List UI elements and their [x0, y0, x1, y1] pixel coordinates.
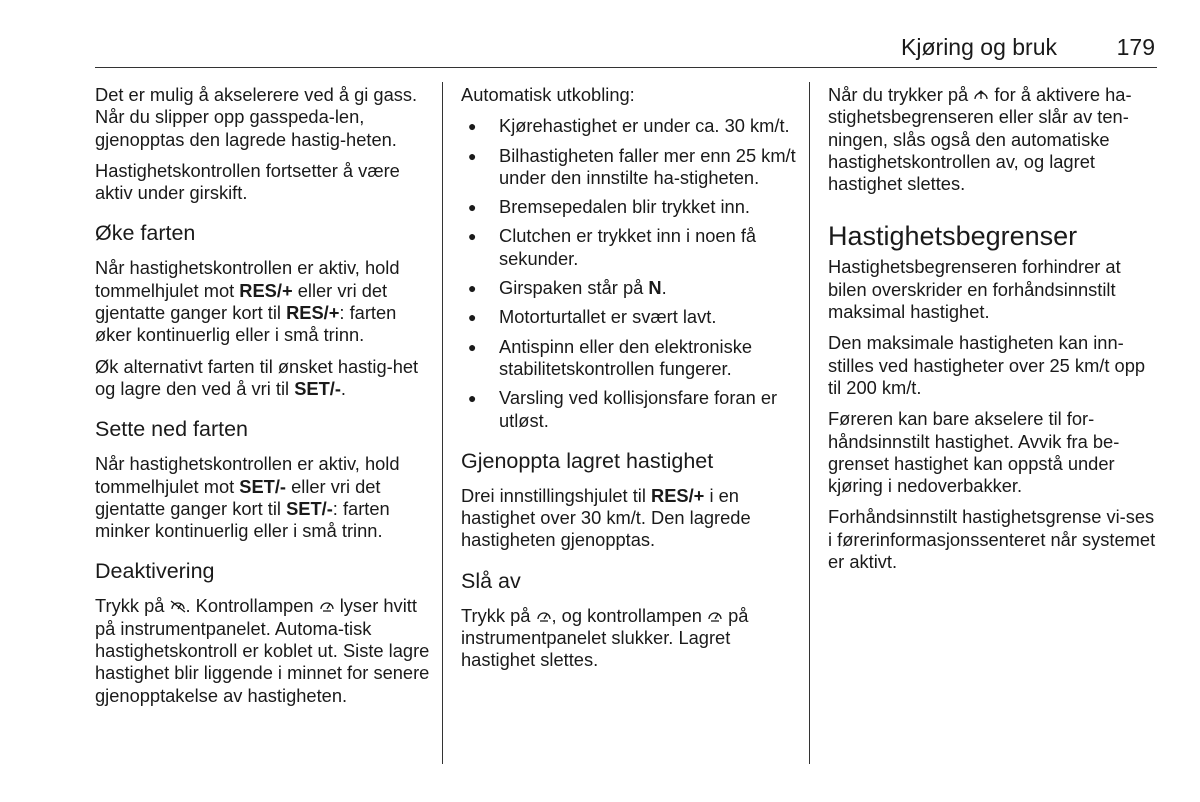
paragraph: Det er mulig å akselerere ved å gi gass. Når du slipper opp gasspeda-len, gjenopptas den lagrede hastig-heten. [95, 84, 418, 150]
page-header [95, 34, 1157, 66]
heading-deaktivering: Deaktivering [95, 559, 215, 584]
heading-gjenoppta: Gjenoppta lagret hastighet [461, 448, 714, 473]
list-item: ● Varsling ved kollisjonsfare foran er utløst. [461, 387, 796, 432]
paragraph: Trykk på , og kontrollampen på instrumentpanelet slukker. Lagret hastighet slettes. [461, 604, 749, 671]
page-number: 179 [1116, 34, 1155, 60]
paragraph: Trykk på . Kontrollampen lyser hvitt på instrumentpanelet. Automa-tisk hastighetskontroll er koblet ut. Siste lagre hastighet blir liggende i minnet for senere gjenopptakelse av hastigheten. [95, 595, 430, 706]
column-divider [809, 82, 810, 764]
paragraph: Forhåndsinnstilt hastighetsgrense vi-ses i førerinformasjonssenteret når systemet er aktivt. [828, 506, 1156, 573]
list-item: ● Girspaken står på N. [461, 277, 796, 299]
paragraph: Når hastighetskontrollen er aktiv, hold tommelhjulet mot RES/+ eller vri det gjentatte ganger kort til RES/+: farten øker kontinuerlig eller i små trinn. [95, 257, 400, 346]
header-rule [95, 67, 1157, 68]
column-2 [461, 84, 796, 681]
speed-limiter-icon [973, 88, 989, 102]
cruise-control-icon [707, 609, 723, 623]
column-divider [442, 82, 443, 764]
cruise-control-icon [319, 599, 335, 613]
heading-oke-farten: Øke farten [95, 221, 196, 246]
paragraph: Når hastighetskontrollen er aktiv, hold tommelhjulet mot SET/- eller vri det gjentatte ganger kort til SET/-: farten minker kontinuerlig eller i små trinn. [95, 453, 400, 542]
list-item: ● Kjørehastighet er under ca. 30 km/t. [461, 115, 796, 137]
cruise-control-icon [536, 609, 552, 623]
paragraph: Automatisk utkobling: [461, 84, 635, 105]
paragraph: Hastighetsbegrenseren forhindrer at bilen overskrider en forhåndsinnstilt maksimal hastighet. [828, 256, 1121, 323]
list-item: ● Bilhastigheten faller mer enn 25 km/t under den innstilte ha-stigheten. [461, 145, 796, 190]
bullet-list [461, 115, 796, 432]
column-3 [828, 84, 1158, 582]
paragraph: Føreren kan bare akselere til for-håndsinnstilt hastighet. Avvik fra be-grenset hastighet kan oppstå under kjøring i nedoverbakker. [828, 408, 1120, 497]
list-item: ● Clutchen er trykket inn i noen få sekunder. [461, 225, 796, 270]
paragraph: Øk alternativt farten til ønsket hastig-het og lagre den ved å vri til SET/-. [95, 355, 419, 399]
heading-slaa-av: Slå av [461, 568, 521, 593]
list-item: ● Motorturtallet er svært lavt. [461, 306, 796, 328]
column-1 [95, 84, 430, 716]
list-item: ● Bremsepedalen blir trykket inn. [461, 196, 796, 218]
list-item: ● Antispinn eller den elektroniske stabilitetskontrollen fungerer. [461, 336, 796, 381]
cruise-control-cancel-icon [170, 599, 186, 613]
paragraph: Når du trykker på for å aktivere ha-stighetsbegrenseren eller slår av ten-ningen, slås også den automatiske hastighetskontrollen av, og lagret hastighet slettes. [828, 84, 1132, 195]
heading-hastighetsbegrenser: Hastighetsbegrenser [828, 221, 1078, 252]
paragraph: Den maksimale hastigheten kan inn-stilles ved hastigheter over 25 km/t opp til 200 km/t. [828, 332, 1146, 398]
section-title: Kjøring og bruk [901, 34, 1057, 60]
paragraph: Drei innstillingshjulet til RES/+ i en hastighet over 30 km/t. Den lagrede hastigheten gjenopptas. [461, 484, 751, 551]
paragraph: Hastighetskontrollen fortsetter å være aktiv under girskift. [95, 159, 400, 204]
heading-sette-ned-farten: Sette ned farten [95, 417, 248, 442]
